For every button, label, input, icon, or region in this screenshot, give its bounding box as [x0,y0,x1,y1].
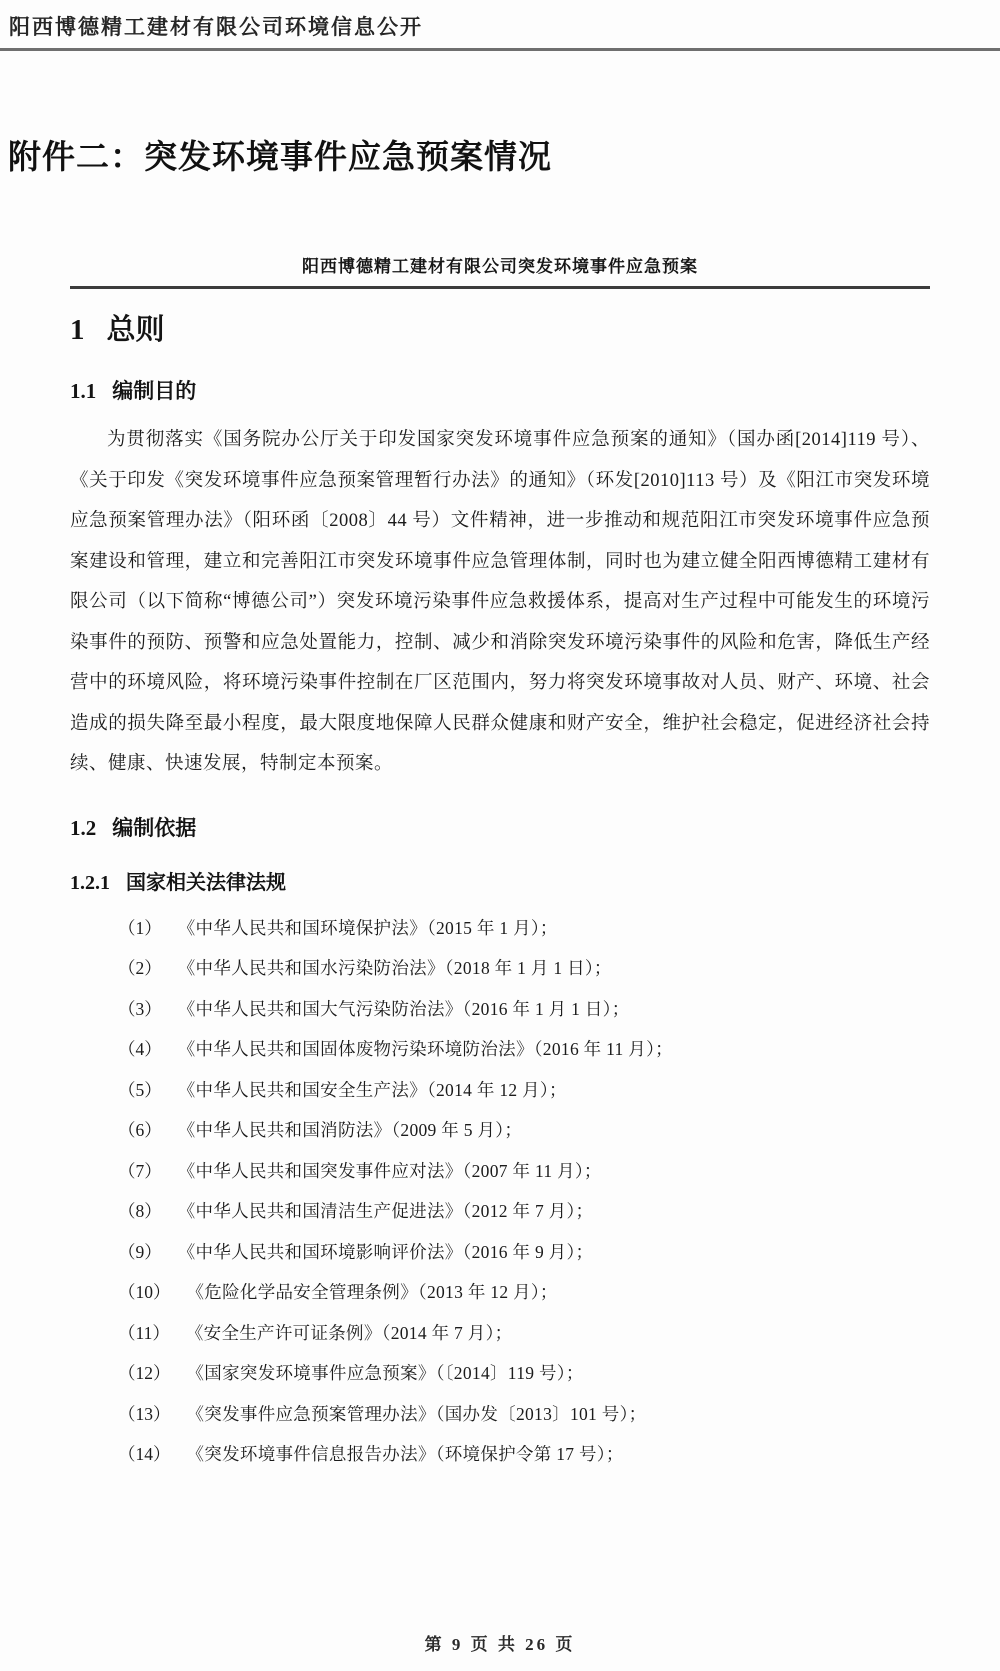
section-1-title: 总则 [106,314,165,346]
law-item-number: （1） [118,917,162,938]
law-item-number: （11） [118,1322,170,1343]
law-item-number: （3） [118,998,162,1019]
law-item-text: 《中华人民共和国固体废物污染环境防治法》（2016 年 11 月）； [177,1039,673,1059]
page-number-footer: 第 9 页 共 26 页 [424,1635,576,1654]
law-list [118,908,930,1475]
law-item [118,1029,930,1070]
law-item-text: 《国家突发环境事件应急预案》（〔2014〕119 号）； [186,1363,584,1383]
law-item [118,1394,930,1435]
law-item-number: （7） [118,1160,162,1181]
law-item [118,1070,930,1111]
law-item-text: 《中华人民共和国突发事件应对法》（2007 年 11 月）； [177,1160,602,1181]
doc-title-underline [70,252,930,289]
law-item-text: 《中华人民共和国水污染防治法》（2018 年 1 月 1 日）； [177,958,612,978]
section-1-2-number: 1.2 [70,815,97,840]
law-item [118,1272,930,1313]
law-item [118,948,930,989]
law-item [118,1151,930,1192]
document-header-title: 阳西博德精工建材有限公司环境信息公开 [9,15,423,39]
doc-title: 阳西博德精工建材有限公司突发环境事件应急预案 [302,257,698,276]
law-item-number: （9） [118,1241,162,1262]
law-item-number: （10） [118,1282,171,1302]
law-item-number: （12） [118,1363,171,1383]
section-1-1-heading [70,375,930,405]
law-item-number: （4） [118,1039,162,1059]
law-item-number: （8） [118,1201,162,1221]
law-item-number: （13） [118,1403,171,1424]
section-1-2-1-number: 1.2.1 [70,871,110,894]
law-item-text: 《突发事件应急预案管理办法》（国办发〔2013〕101 号）； [186,1403,647,1424]
purpose-paragraph: 为贯彻落实《国务院办公厅关于印发国家突发环境事件应急预案的通知》（国办函[2014]119 号）、《关于印发《突发环境事件应急预案管理暂行办法》的通知》（环发[2010]113 号）及《阳江市突发环境应急预案管理办法》（阳环函〔2008〕44 号）文件精神，进一步推动和规范阳江市突发环境事件应急预案建设和管理，建立和完善阳江市突发环境事件应急管理体制，同时也为建立健全阳西博德精工建材有限公司（以下简称“博德公司”）突发环境污染事件应急救援体系，提高对生产过程中可能发生的环境污染事件的预防、预警和应急处置能力，控制、减少和消除突发环境污染事件的风险和危害，降低生产经营中的环境风险，将环境污染事件控制在厂区范围内，努力将突发环境事故对人员、财产、环境、社会造成的损失降至最小程度，最大限度地保障人民群众健康和财产安全，维护社会稳定，促进经济社会持续、健康、快速发展，特制定本预案。 [70,430,930,774]
page-content [0,131,1000,1475]
law-item-number: （14） [118,1444,171,1464]
law-item-text: 《中华人民共和国环境保护法》（2015 年 1 月）； [177,917,558,938]
header-divider-line [0,48,1000,51]
law-item-text: 《中华人民共和国消防法》（2009 年 5 月）； [177,1120,523,1140]
law-item [118,908,930,949]
law-item-text: 《中华人民共和国大气污染防治法》（2016 年 1 月 1 日）； [177,998,630,1019]
law-item [118,1110,930,1151]
law-item [118,1232,930,1273]
section-1-2-heading [70,812,930,842]
section-1-2-title: 编制依据 [112,816,197,840]
law-item-text: 《安全生产许可证条例》（2014 年 7 月）； [185,1322,513,1343]
law-item-number: （6） [118,1120,162,1140]
section-1-number: 1 [70,314,85,346]
law-item [118,1313,930,1354]
law-item [118,1191,930,1232]
attachment-title: 附件二：突发环境事件应急预案情况 [8,138,552,175]
law-item [118,1434,930,1475]
law-item-text: 《突发环境事件信息报告办法》（环境保护令第 17 号）； [186,1444,624,1464]
law-item-number: （2） [118,958,162,978]
law-item-text: 《危险化学品安全管理条例》（2013 年 12 月）； [186,1282,558,1302]
section-1-1-number: 1.1 [70,379,97,403]
law-item [118,1353,930,1394]
section-1-heading [70,307,930,348]
law-item-text: 《中华人民共和国清洁生产促进法》（2012 年 7 月）； [177,1201,594,1221]
section-1-2-1-heading [70,866,930,895]
law-item [118,989,930,1030]
section-1-2-1-title: 国家相关法律法规 [126,871,286,894]
law-item-number: （5） [118,1079,162,1100]
law-item-text: 《中华人民共和国环境影响评价法》（2016 年 9 月）； [177,1241,594,1262]
law-item-text: 《中华人民共和国安全生产法》（2014 年 12 月）； [177,1079,567,1100]
section-1-1-title: 编制目的 [112,380,197,403]
